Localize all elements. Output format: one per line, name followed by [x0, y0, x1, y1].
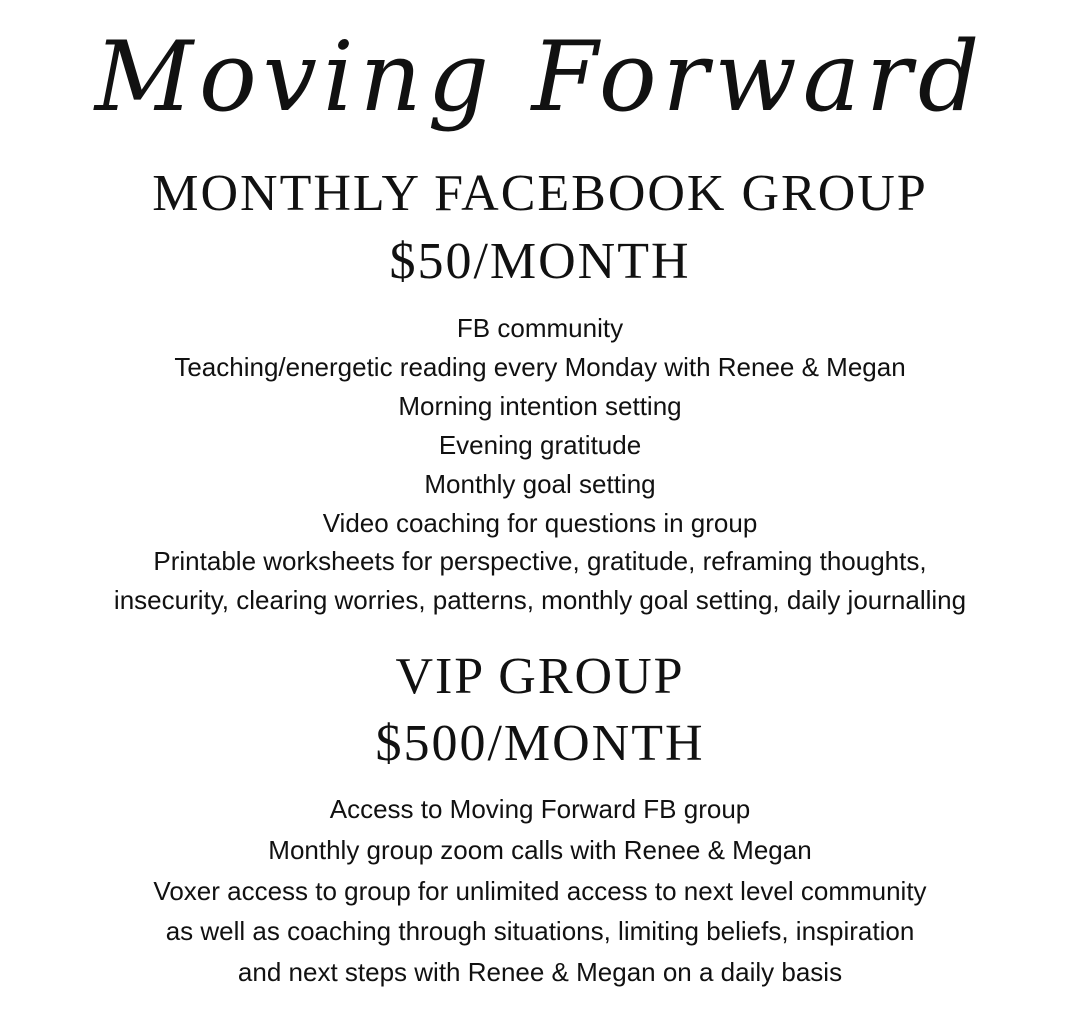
list-item: Morning intention setting	[398, 390, 682, 421]
list-item: insecurity, clearing worries, patterns, monthly goal setting, daily journalling	[113, 585, 967, 616]
list-item: Video coaching for questions in group	[322, 507, 758, 538]
vip-feature-list	[0, 789, 1080, 993]
list-item: Evening gratitude	[438, 429, 642, 460]
list-item: Monthly goal setting	[424, 468, 656, 499]
list-item: as well as coaching through situations, limiting beliefs, inspiration	[165, 916, 915, 947]
list-item: and next steps with Renee & Megan on a daily basis	[237, 957, 843, 988]
vip-group-price: $500/MONTH	[375, 715, 705, 772]
list-item: Voxer access to group for unlimited access to next level community	[153, 875, 927, 906]
list-item: Monthly group zoom calls with Renee & Megan	[268, 834, 812, 865]
list-item: FB community	[456, 313, 624, 343]
monthly-group-price: $50/MONTH	[389, 233, 691, 290]
vip-group-heading: VIP GROUP	[395, 648, 685, 705]
monthly-feature-list	[0, 309, 1080, 620]
page-title: Moving Forward	[94, 21, 986, 133]
list-item: Printable worksheets for perspective, gratitude, reframing thoughts,	[153, 546, 927, 577]
list-item: Teaching/energetic reading every Monday with Renee & Megan	[174, 351, 906, 382]
list-item: Access to Moving Forward FB group	[329, 794, 751, 824]
monthly-group-heading: MONTHLY FACEBOOK GROUP	[152, 165, 928, 222]
